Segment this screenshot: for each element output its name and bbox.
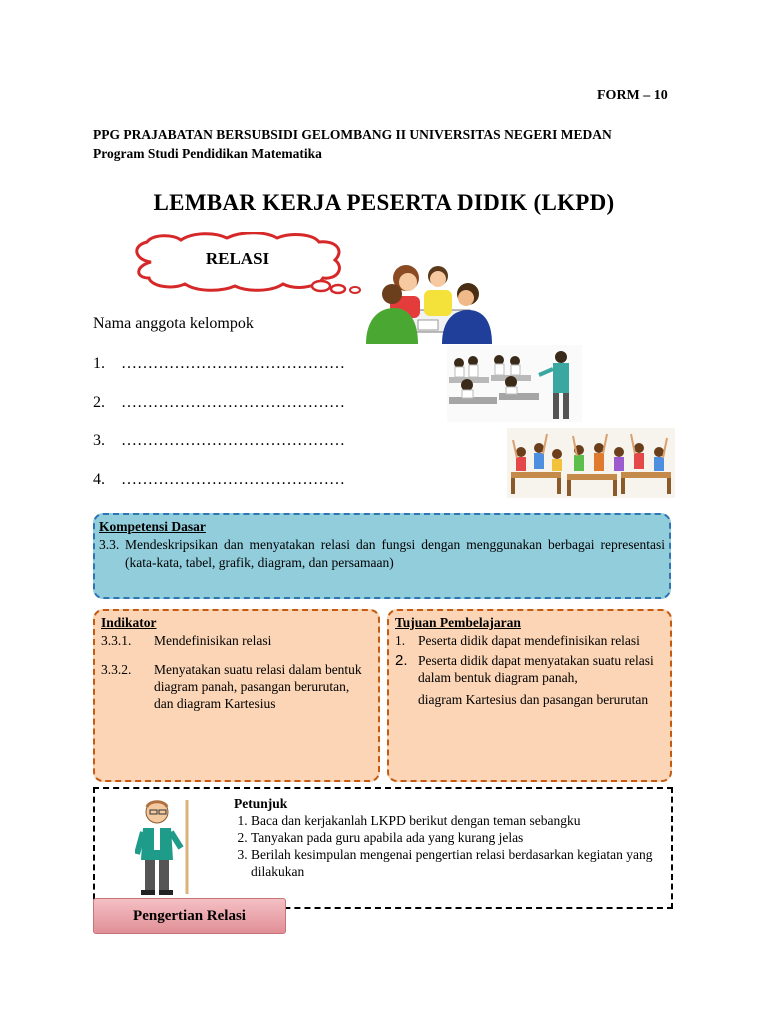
member-blank: …………………………………… xyxy=(121,394,345,411)
section-tab-label: Pengertian Relasi xyxy=(133,907,246,924)
petunjuk-list xyxy=(234,812,654,880)
indikator-item xyxy=(101,661,372,712)
program-name: Program Studi Pendidikan Matematika xyxy=(93,146,322,161)
member-line-2[interactable] xyxy=(93,394,345,412)
petunjuk-heading: Petunjuk xyxy=(234,796,288,811)
indikator-number: 3.3.1. xyxy=(101,633,132,648)
members-title: Nama anggota kelompok xyxy=(93,315,254,332)
indikator-text: Mendefinisikan relasi xyxy=(154,633,272,648)
tujuan-number: 2. xyxy=(395,652,408,669)
member-number: 4. xyxy=(93,471,105,488)
tujuan-number: 1. xyxy=(395,633,406,648)
section-tab-pengertian-relasi[interactable] xyxy=(93,898,286,934)
member-blank: …………………………………… xyxy=(121,471,345,488)
indikator-item xyxy=(101,632,372,649)
kompetensi-text: Mendeskripsikan dan menyatakan relasi dan fungsi dengan menggunakan berbagai representasi (kata-kata, tabel, grafik, diagram, dan persamaan) xyxy=(125,537,665,570)
member-number: 2. xyxy=(93,394,105,411)
tujuan-text xyxy=(418,652,664,708)
petunjuk-item: 3. Berilah kesimpulan mengenai pengertian relasi berdasarkan kegiatan yang dilakukan xyxy=(251,846,654,880)
teacher-with-pointer-illustration xyxy=(135,798,197,896)
member-blank: …………………………………… xyxy=(121,432,345,449)
group-discussion-illustration xyxy=(360,262,495,344)
member-number: 1. xyxy=(93,355,105,372)
tujuan-heading: Tujuan Pembelajaran xyxy=(395,615,521,630)
petunjuk-item: 2. Tanyakan pada guru apabila ada yang kurang jelas xyxy=(251,829,654,846)
kompetensi-heading: Kompetensi Dasar xyxy=(99,519,206,534)
tujuan-text-line: Peserta didik dapat menyatakan suatu relasi dalam bentuk diagram panah, xyxy=(418,653,654,685)
petunjuk-item: 1. Baca dan kerjakanlah LKPD berikut dengan teman sebangku xyxy=(251,812,654,829)
kompetensi-dasar-box xyxy=(93,513,671,599)
page-title: LEMBAR KERJA PESERTA DIDIK (LKPD) xyxy=(153,190,615,215)
indikator-number: 3.3.2. xyxy=(101,662,132,677)
kompetensi-number: 3.3. xyxy=(99,537,120,552)
tujuan-item xyxy=(395,632,664,649)
tujuan-text-line: diagram Kartesius dan pasangan berurutan xyxy=(418,692,649,707)
petunjuk-content xyxy=(234,795,654,880)
topic-label: RELASI xyxy=(205,249,270,268)
indikator-heading: Indikator xyxy=(101,615,157,630)
member-line-1[interactable] xyxy=(93,355,345,373)
member-number: 3. xyxy=(93,432,105,449)
kompetensi-item xyxy=(99,536,665,572)
form-code: FORM – 10 xyxy=(597,88,668,103)
indikator-text: Menyatakan suatu relasi dalam bentuk diagram panah, pasangan berurutan, dan diagram Kartesius xyxy=(154,662,362,711)
member-blank: …………………………………… xyxy=(121,355,345,372)
tujuan-item xyxy=(395,652,664,708)
tujuan-text: Peserta didik dapat mendefinisikan relasi xyxy=(418,633,640,648)
indikator-box xyxy=(93,609,380,782)
cheering-students-illustration xyxy=(507,428,675,498)
classroom-illustration xyxy=(447,345,582,422)
institution-header xyxy=(93,125,612,163)
institution-name: PPG PRAJABATAN BERSUBSIDI GELOMBANG II UNIVERSITAS NEGERI MEDAN xyxy=(93,127,612,142)
member-line-3[interactable] xyxy=(93,432,345,450)
member-line-4[interactable] xyxy=(93,471,345,489)
tujuan-box xyxy=(387,609,672,782)
